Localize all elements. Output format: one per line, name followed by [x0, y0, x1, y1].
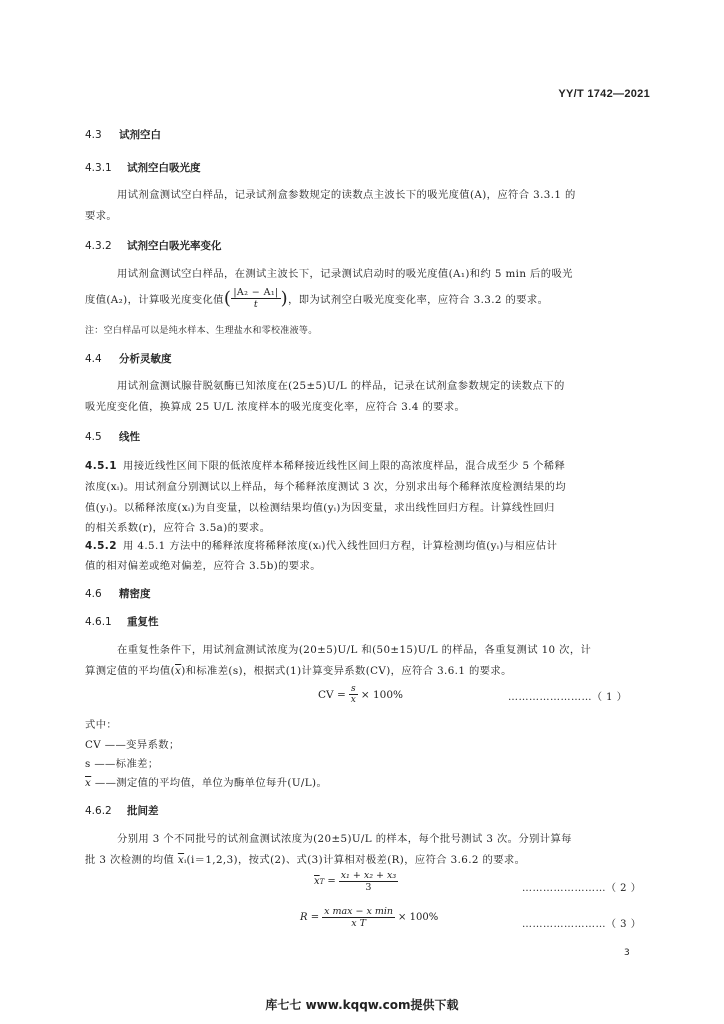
- section-number: 4.6.2: [85, 805, 112, 817]
- mean-symbol: $\overline{x}$: [85, 777, 92, 789]
- formula-lhs: R =: [300, 912, 320, 923]
- section-number: 4.3: [85, 129, 102, 141]
- clause-number: 4.5.2: [85, 540, 117, 552]
- text-segment: )和标准差(s)，根据式(1)计算变异系数(CV)，应符合 3.6.1 的要求。: [181, 665, 512, 677]
- definition-mean: [85, 774, 327, 789]
- paragraph-line-with-formula: [85, 287, 548, 310]
- section-number: 4.6: [85, 588, 102, 600]
- paragraph-line: 用试剂盒测试腺苷脱氨酶已知浓度在(25±5)U/L 的样品，记录在试剂盒参数规定的读数点下的: [117, 380, 565, 392]
- section-title: 线性: [119, 431, 140, 443]
- formula-3: [300, 906, 438, 929]
- text-segment: ，即为试剂空白吸光度变化率，应符合 3.3.2 的要求。: [288, 294, 549, 306]
- text-segment: 度值(A₂)，计算吸光度变化值: [85, 294, 224, 306]
- left-paren-glyph: (: [223, 288, 232, 309]
- page-number: 3: [624, 948, 630, 958]
- paragraph-line: 浓度(xᵢ)。用试剂盒分别测试以上样品，每个稀释浓度测试 3 次，分别求出每个稀释浓度检测结果的均: [85, 481, 567, 493]
- text-segment: 用 4.5.1 方法中的稀释浓度将稀释浓度(xᵢ)代入线性回归方程，计算检测均值(yᵢ)与相应估计: [123, 540, 558, 552]
- section-title: 试剂空白吸光度: [127, 162, 201, 174]
- paragraph-line: 用试剂盒测试空白样品，记录试剂盒参数规定的读数点主波长下的吸光度值(A)，应符合 3.3.1 的: [117, 189, 576, 201]
- formula-fraction: [322, 906, 395, 929]
- fraction-numerator: |A₂ − A₁|: [233, 287, 279, 298]
- text-segment: 批 3 次检测的均值: [85, 854, 178, 866]
- text-segment: 算测定值的平均值(: [85, 665, 175, 677]
- formula-lhs: CV =: [318, 688, 346, 701]
- section-heading-4-6-2: [85, 803, 159, 818]
- section-number: 4.4: [85, 353, 102, 365]
- right-paren-glyph: ): [280, 288, 289, 309]
- section-heading-4-6-1: [85, 614, 159, 629]
- fraction-denominator: x: [350, 695, 356, 705]
- formula-fraction: [339, 870, 399, 893]
- formula-lhs-subscript: T: [319, 877, 325, 886]
- section-heading-4-3-1: [85, 160, 201, 175]
- fraction-numerator: x₁ + x₂ + x₃: [340, 870, 397, 881]
- standard-number: YY/T 1742—2021: [558, 88, 650, 100]
- section-number: 4.5: [85, 431, 102, 443]
- section-number: 4.3.1: [85, 162, 112, 174]
- paragraph-line: 值(yᵢ)。以稀释浓度(xᵢ)为自变量，以检测结果均值(yᵢ)为因变量，求出线性回归方程。计算线性回归: [85, 502, 555, 514]
- section-heading-4-3: [85, 127, 161, 142]
- fraction-denominator: x T: [351, 918, 366, 929]
- paragraph-line: 的相关系数(r)，应符合 3.5a)的要求。: [85, 522, 271, 534]
- mean-symbol: $\overline{x}$: [175, 665, 182, 677]
- text-segment: ——测定值的平均值，单位为酶单位每升(U/L)。: [91, 777, 328, 789]
- section-title: 试剂空白吸光率变化: [127, 240, 222, 252]
- formula-rhs: × 100%: [360, 688, 403, 701]
- section-heading-4-4: [85, 351, 172, 366]
- equation-number-2: ……………………（ 2 ）: [522, 883, 642, 894]
- paragraph-line: 要求。: [85, 210, 118, 222]
- note: 注：空白样品可以是纯水样本、生理盐水和零校准液等。: [85, 326, 318, 336]
- section-number: 4.3.2: [85, 240, 112, 252]
- mean-symbol: $\overline{x}$: [177, 854, 185, 866]
- text-segment: ᵢ(i＝1,2,3)，按式(2)、式(3)计算相对极差(R)，应符合 3.6.2 的要求。: [184, 854, 526, 866]
- formula-1: [318, 684, 403, 705]
- section-title: 精密度: [119, 588, 151, 600]
- paragraph-line: [85, 851, 525, 866]
- clause-number: 4.5.1: [85, 460, 117, 472]
- fraction-numerator: s: [349, 684, 358, 695]
- formula-2: [314, 870, 398, 893]
- section-number: 4.6.1: [85, 616, 112, 628]
- paragraph-line: 用试剂盒测试空白样品，在测试主波长下，记录测试启动时的吸光度值(A₁)和约 5 min 后的吸光: [117, 268, 573, 280]
- paragraph-line: 值的相对偏差或绝对偏差，应符合 3.5b)的要求。: [85, 560, 321, 572]
- definition-s: s ——标准差；: [85, 758, 159, 770]
- section-title: 重复性: [127, 616, 159, 628]
- fraction-numerator: x max − x min: [324, 906, 394, 917]
- paragraph-line: 在重复性条件下，用试剂盒测试浓度为(20±5)U/L 和(50±15)U/L 的样品，各重复测试 10 次，计: [117, 644, 592, 656]
- formula-lhs-symbol: $\overline{x}$: [314, 876, 320, 887]
- section-title: 分析灵敏度: [119, 353, 172, 365]
- section-heading-4-5: [85, 429, 140, 444]
- download-footer: 库七七 www.kqqw.com提供下载: [265, 998, 459, 1012]
- paragraph-line: 吸光度变化值，换算成 25 U/L 浓度样本的吸光度变化率，应符合 3.4 的要求。: [85, 401, 466, 413]
- section-heading-4-6: [85, 586, 151, 601]
- fraction-denominator: 3: [365, 882, 372, 893]
- absorbance-change-fraction: [231, 287, 280, 310]
- section-heading-4-3-2: [85, 238, 222, 253]
- formula-fraction: [349, 684, 358, 705]
- equals-glyph: =: [327, 876, 336, 887]
- paragraph-line: [85, 537, 557, 552]
- fraction-denominator: t: [253, 299, 259, 310]
- where-label: 式中：: [85, 719, 118, 731]
- paragraph-line: [85, 662, 512, 677]
- text-segment: 用接近线性区间下限的低浓度样本稀释接近线性区间上限的高浓度样品，混合成至少 5 个稀释: [123, 460, 566, 472]
- paragraph-line: [85, 457, 565, 472]
- formula-rhs: × 100%: [398, 912, 439, 923]
- equation-number-1: ……………………（ 1 ）: [508, 692, 628, 703]
- equation-number-3: ……………………（ 3 ）: [522, 919, 642, 930]
- section-title: 批间差: [127, 805, 159, 817]
- definition-cv: CV ——变异系数；: [85, 739, 180, 751]
- paragraph-line: 分别用 3 个不同批号的试剂盒测试浓度为(20±5)U/L 的样本，每个批号测试 3 次。分别计算每: [117, 833, 572, 845]
- section-title: 试剂空白: [119, 129, 161, 141]
